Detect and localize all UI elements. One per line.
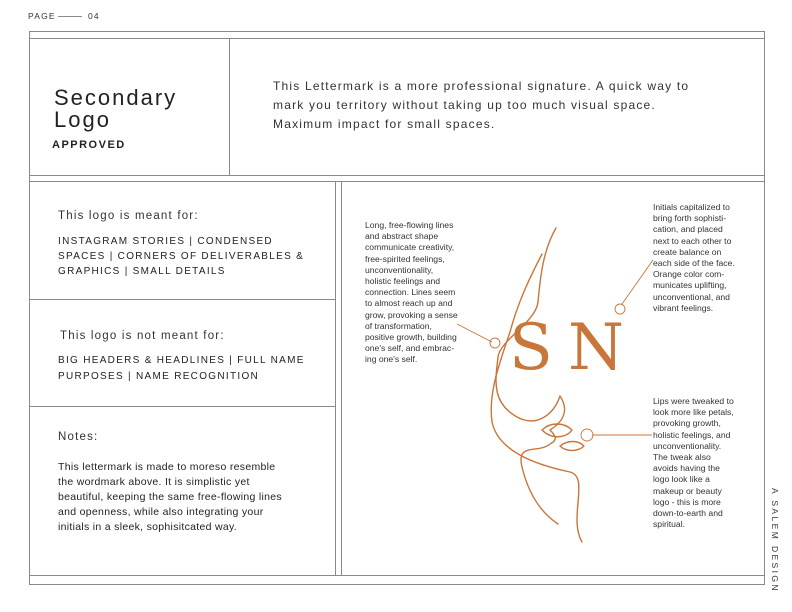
notes-line: initials in a sleek, sophisitcated way. — [58, 521, 238, 533]
annotation-line: ing one's self. — [365, 354, 418, 365]
pointer-dot-bottom — [581, 429, 593, 441]
frame-top-outer — [29, 31, 765, 32]
notes-line: This lettermark is made to moreso resemble — [58, 461, 276, 473]
annotation-line: to almost reach up and — [365, 298, 453, 309]
header-rule — [58, 16, 82, 17]
annotation-line: positive growth, building — [365, 332, 457, 343]
frame-left — [29, 31, 30, 585]
meant-for-line2: SPACES | CORNERS OF DELIVERABLES & — [58, 251, 305, 262]
annotation-line: next to each other to — [653, 235, 732, 246]
annotation-line: down-to-earth and — [653, 508, 723, 519]
title-divider — [229, 38, 230, 175]
annotation-line: Initials capitalized to — [653, 202, 730, 212]
annotation-line: bring forth sophisti- — [653, 213, 727, 224]
page-title-line2: Logo — [54, 107, 111, 132]
annotation-line: spiritual. — [653, 519, 685, 530]
annotation-line: holistic feelings and — [365, 276, 441, 287]
annotation-line: and abstract shape — [365, 231, 439, 242]
annotation-line: provoking growth, — [653, 418, 721, 429]
frame-top-inner — [29, 38, 765, 39]
annotation-line: look more like petals, — [653, 407, 734, 418]
frame-right — [764, 31, 765, 585]
annotation-line: unconventionality. — [653, 440, 722, 451]
notes-line: the wordmark above. It is simplistic yet — [58, 476, 250, 488]
lettermark-s: S — [509, 311, 553, 385]
left-row-divider-2 — [29, 406, 335, 407]
notes-body — [58, 460, 282, 535]
notes-heading: Notes: — [58, 431, 99, 443]
notes-line: beautiful, keeping the same free-flowing lines — [58, 491, 282, 503]
pointer-top — [622, 260, 653, 304]
annotation-line: unconventionality, — [365, 264, 434, 275]
notes-line: and openness, while also integrating your — [58, 506, 264, 518]
left-row-divider-1 — [29, 299, 335, 300]
annotation-line: Orange color com- — [653, 269, 725, 280]
annotation-line: logo look like a — [653, 474, 710, 485]
annotation-line: grow, provoking a sense — [365, 309, 458, 320]
flowing-line — [491, 254, 582, 542]
page-title-line1: Secondary — [54, 85, 178, 110]
not-meant-for-line2: PURPOSES | NAME RECOGNITION — [58, 371, 260, 382]
page-number: 04 — [88, 11, 100, 21]
meant-for-heading: This logo is meant for: — [58, 210, 199, 222]
page-label: PAGE — [28, 11, 56, 21]
annotation-line: Long, free-flowing lines — [365, 220, 454, 230]
annotation-line: each side of the face. — [653, 258, 735, 269]
annotation-line: free-spirited feelings, — [365, 253, 445, 264]
frame-bottom-inner — [29, 575, 765, 576]
intro-line1: This Lettermark is a more professional signature. A quick way to — [273, 79, 690, 93]
pointer-dot-left — [490, 338, 500, 348]
intro-line2: mark you territory without taking up too much visual space. — [273, 98, 656, 112]
frame-bottom-outer — [29, 584, 765, 585]
annotation-line: logo - this is more — [653, 496, 721, 507]
annotation-line: municates uplifting, — [653, 280, 727, 291]
intro-line3: Maximum impact for small spaces. — [273, 117, 496, 131]
annotation-line: The tweak also — [653, 452, 711, 463]
annotation-line: create balance on — [653, 246, 722, 257]
not-meant-for-line1: BIG HEADERS & HEADLINES | FULL NAME — [58, 355, 305, 366]
pointer-left — [457, 324, 492, 342]
lettermark-logo — [342, 182, 764, 575]
not-meant-for-heading: This logo is not meant for: — [60, 330, 225, 342]
annotation-line: one's self, and embrac- — [365, 343, 455, 354]
annotation-line: of transformation, — [365, 320, 432, 331]
lettermark-n: N — [568, 311, 624, 385]
annotation-line: connection. Lines seem — [365, 287, 456, 298]
annotation-line: makeup or beauty — [653, 485, 722, 496]
column-divider-a — [335, 181, 336, 575]
annotation-line: cation, and placed — [653, 224, 723, 235]
annotation-line: communicate creativity, — [365, 242, 455, 253]
annotation-line: holistic feelings, and — [653, 429, 731, 440]
meant-for-line3: GRAPHICS | SMALL DETAILS — [58, 266, 226, 277]
status-badge: APPROVED — [52, 139, 126, 151]
meant-for-line1: INSTAGRAM STORIES | CONDENSED — [58, 236, 273, 247]
annotation-line: unconventional, and — [653, 291, 730, 302]
annotation-line: Lips were tweaked to — [653, 396, 734, 406]
frame-mid-top — [29, 175, 765, 176]
annotation-line: avoids having the — [653, 463, 720, 474]
lips-petal — [542, 424, 572, 437]
side-brand-label: A SALEM DESIGN — [770, 488, 780, 593]
annotation-line: vibrant feelings. — [653, 302, 714, 313]
